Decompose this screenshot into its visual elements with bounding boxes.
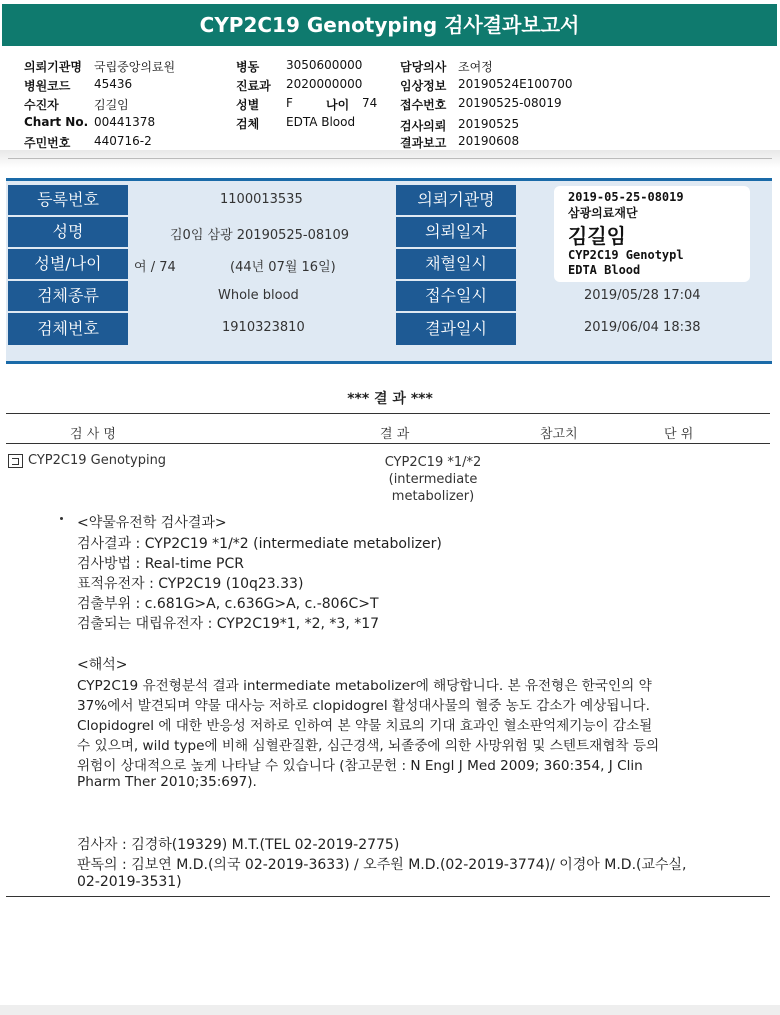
header-value: 00441378 (94, 115, 156, 129)
header-field: 의뢰기관명 (24, 60, 82, 74)
test-result (380, 454, 486, 505)
value-birthdate: (44년 07월 16일) (230, 260, 336, 275)
specimen-label-sticker (554, 186, 750, 282)
test-name: CYP2C19 Genotyping (28, 453, 167, 468)
col-unit: 단 위 (664, 427, 694, 442)
interpretation-line: CYP2C19 유전형분석 결과 intermediate metabolizer에 해당합니다. 본 유전형은 한국인의 약 (77, 678, 652, 694)
label-request-date: 의뢰일자 (396, 217, 516, 247)
label-sex-age: 성별/나이 (8, 249, 128, 279)
header-value: 440716-2 (94, 134, 152, 148)
label-specimen-type: 검체종류 (8, 281, 128, 311)
sticker-accession: 2019-05-25-08019 (568, 190, 684, 204)
col-reference: 참고치 (540, 427, 578, 442)
result-line: CYP2C19 *1/*2 (384, 455, 482, 470)
label-result-time: 결과일시 (396, 313, 516, 345)
rule-header (6, 443, 770, 444)
header-value: 3050600000 (286, 58, 363, 72)
label-received-time: 접수일시 (396, 281, 516, 311)
sticker-patient-name: 김길임 (568, 224, 626, 248)
header-value: 45436 (94, 77, 133, 91)
value-sex-age: 여 / 74 (134, 260, 176, 275)
interpretation-line: 37%에서 발견되며 약물 대사능 저하로 clopidogrel 활성대사물의 혈중 농도 감소가 예상됩니다. (77, 698, 650, 714)
header-field: 진료과 (236, 79, 271, 93)
header-field: 검사의뢰 (400, 119, 447, 133)
col-test-name: 검 사 명 (70, 427, 116, 442)
report-line: 표적유전자 : CYP2C19 (10q23.33) (77, 576, 304, 592)
header-field: 주민번호 (24, 136, 71, 150)
page-footer-bar (0, 1005, 780, 1015)
reader-line-cont: 02-2019-3531) (77, 874, 182, 890)
test-item-icon (8, 454, 23, 468)
header-value: 김길임 (94, 98, 129, 112)
header-field: 접수번호 (400, 98, 447, 112)
header-value: F (286, 96, 293, 110)
result-line: metabolizer) (391, 489, 475, 504)
header-divider (0, 150, 780, 168)
header-field: 임상정보 (400, 79, 447, 93)
report-line: 검사결과 : CYP2C19 *1/*2 (intermediate metabolizer) (77, 536, 442, 552)
header-field: 성별 (236, 98, 260, 112)
value-reg-no: 1100013535 (220, 192, 303, 207)
interpretation-line: Clopidogrel 에 대한 반응성 저하로 인하여 본 약물 치료의 기대 효과인 혈소판억제기능이 감소될 (77, 718, 653, 734)
value-specimen-type: Whole blood (218, 288, 299, 303)
sticker-lab: 삼광의료재단 (568, 206, 638, 220)
rule-bottom (6, 896, 770, 897)
header-value: 2020000000 (286, 77, 363, 91)
header-value: 국립중앙의료원 (94, 60, 176, 74)
header-field: 병원코드 (24, 79, 71, 93)
label-specimen-no: 검체번호 (8, 313, 128, 345)
header-field: 검체 (236, 117, 260, 131)
header-field: 결과보고 (400, 136, 447, 150)
interpretation-title: <해석> (77, 657, 128, 673)
sticker-test: CYP2C19 Genotypl (568, 248, 684, 262)
header-field: 나이 (326, 98, 350, 112)
results-heading: *** 결 과 *** (347, 391, 433, 407)
col-result: 결 과 (380, 427, 410, 442)
header-field: 수진자 (24, 98, 59, 112)
value-specimen-no: 1910323810 (222, 320, 305, 335)
label-collection-time: 채혈일시 (396, 249, 516, 279)
header-value: EDTA Blood (286, 115, 356, 129)
tester-line: 검사자 : 김경하(19329) M.T.(TEL 02-2019-2775) (77, 837, 400, 853)
interpretation-line: Pharm Ther 2010;35:697). (77, 774, 257, 790)
header-value: 조여정 (458, 60, 493, 74)
report-title: CYP2C19 Genotyping 검사결과보고서 (2, 4, 777, 46)
header-rule (8, 158, 772, 159)
header-value: 20190608 (458, 134, 520, 148)
interpretation-line: 위험이 상대적으로 높게 나타날 수 있습니다 (참고문헌 : N Engl J Med 2009; 360:354, J Clin (77, 758, 643, 774)
reader-line: 판독의 : 김보연 M.D.(의국 02-2019-3633) / 오주원 M.D.(02-2019-3774)/ 이경아 M.D.(교수실, (77, 857, 687, 873)
report-line: 검사방법 : Real-time PCR (77, 556, 244, 572)
value-name: 김0임 삼광 20190525-08109 (170, 228, 349, 243)
label-name: 성명 (8, 217, 128, 247)
value-result-time: 2019/06/04 18:38 (584, 320, 701, 335)
report-line: 검출부위 : c.681G>A, c.636G>A, c.-806C>T (77, 596, 379, 612)
report-subtitle: <약물유전학 검사결과> (77, 515, 227, 531)
sticker-specimen: EDTA Blood (568, 263, 641, 277)
report-line: 검출되는 대립유전자 : CYP2C19*1, *2, *3, *17 (77, 616, 380, 632)
header-value: 20190525 (458, 117, 520, 131)
value-received-time: 2019/05/28 17:04 (584, 288, 701, 303)
header-value: 74 (362, 96, 378, 110)
interpretation-line: 수 있으며, wild type에 비해 심혈관질환, 심근경색, 뇌졸중에 의한 사망위험 및 스텐트재협착 등의 (77, 738, 660, 754)
header-field: 담당의사 (400, 60, 447, 74)
header-value: 20190525-08019 (458, 96, 562, 110)
result-line: (intermediate (388, 472, 478, 487)
bullet-icon (60, 517, 63, 520)
rule-top (6, 413, 770, 414)
header-field: 병동 (236, 60, 260, 74)
header-field: Chart No. (24, 115, 89, 129)
header-value: 20190524E100700 (458, 77, 573, 91)
label-reg-no: 등록번호 (8, 185, 128, 215)
label-institution: 의뢰기관명 (396, 185, 516, 215)
